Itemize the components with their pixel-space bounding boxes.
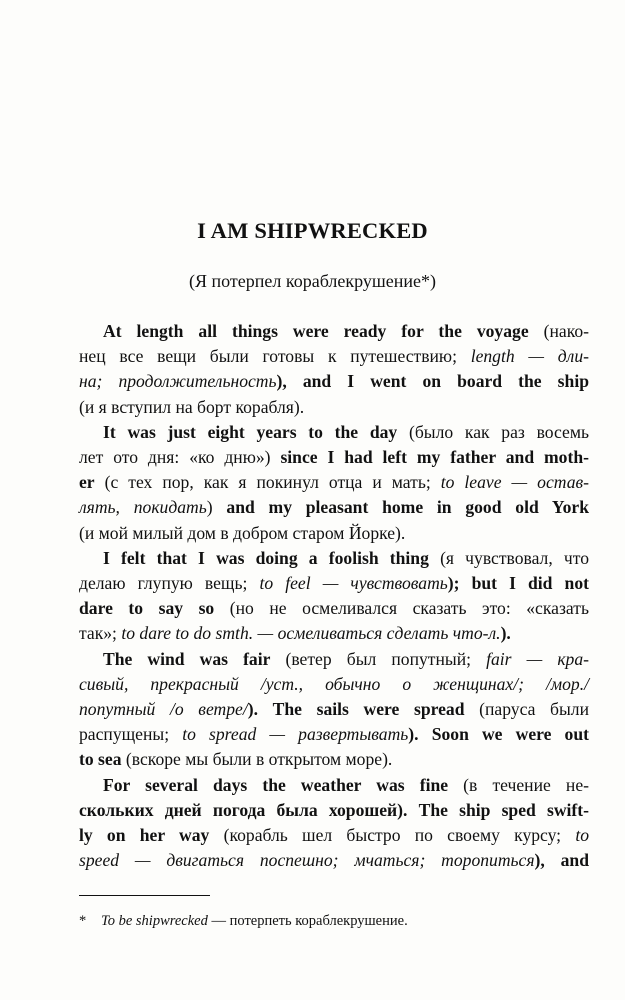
text-line: распущены; to spread — развертывать). Soon we were out <box>79 724 589 745</box>
chapter-title: I AM SHIPWRECKED <box>197 218 428 243</box>
text-line: I felt that I was doing a foolish thing (я чувствовал, что <box>103 547 589 568</box>
text-line: It was just eight years to the day (было как раз восемь <box>103 421 589 442</box>
text-line: (и мой милый дом в добром старом Йорке). <box>79 522 406 543</box>
text-line: лять, покидать) and my pleasant home in good old York <box>79 497 590 518</box>
text-line: сивый, прекрасный /уст., обычно о женщинах/; /мор./ <box>79 673 589 694</box>
text-line: er (с тех пор, как я покинул отца и мать; to leave — остав- <box>79 472 589 493</box>
text-line: делаю глупую вещь; to feel — чувствовать); but I did not <box>79 573 589 594</box>
text-line: dare to say so (но не осмеливался сказать это: «сказать <box>79 598 589 619</box>
footnote-definition: — потерпеть кораблекрушение. <box>207 913 408 929</box>
text-line: попутный /о ветре/). The sails were spread (паруса были <box>79 699 590 720</box>
text-line: нец все вещи были готовы к путешествию; length — дли- <box>79 346 589 367</box>
text-line: (и я вступил на борт корабля). <box>79 396 305 417</box>
text-line: At length all things were ready for the voyage (нако- <box>103 321 589 341</box>
text-line: скольких дней погода была хорошей). The ship sped swift- <box>79 799 590 820</box>
text-line: на; продолжительность), and I went on board the ship <box>79 371 589 392</box>
text-line: лет ото дня: «ко дню») since I had left my father and moth- <box>79 447 589 468</box>
footnote <box>79 913 408 930</box>
text-line: The wind was fair (ветер был попутный; fair — кра- <box>103 648 590 669</box>
footnote-term: To be shipwrecked <box>101 913 208 929</box>
chapter-subtitle: (Я потерпел кораблекрушение*) <box>189 271 436 291</box>
footnote-marker: * <box>79 913 87 929</box>
body-text <box>79 319 589 873</box>
text-line: так»; to dare to do smth. — осмеливаться сделать что-л.). <box>79 623 511 644</box>
text-line: For several days the weather was fine (в течение не- <box>103 774 589 795</box>
text-line: to sea (вскоре мы были в открытом море). <box>79 749 393 770</box>
text-line: ly on her way (корабль шел быстро по своему курсу; to <box>79 825 589 846</box>
footnote-divider <box>79 895 210 896</box>
text-line: speed — двигаться поспешно; мчаться; торопиться), and <box>79 850 589 871</box>
